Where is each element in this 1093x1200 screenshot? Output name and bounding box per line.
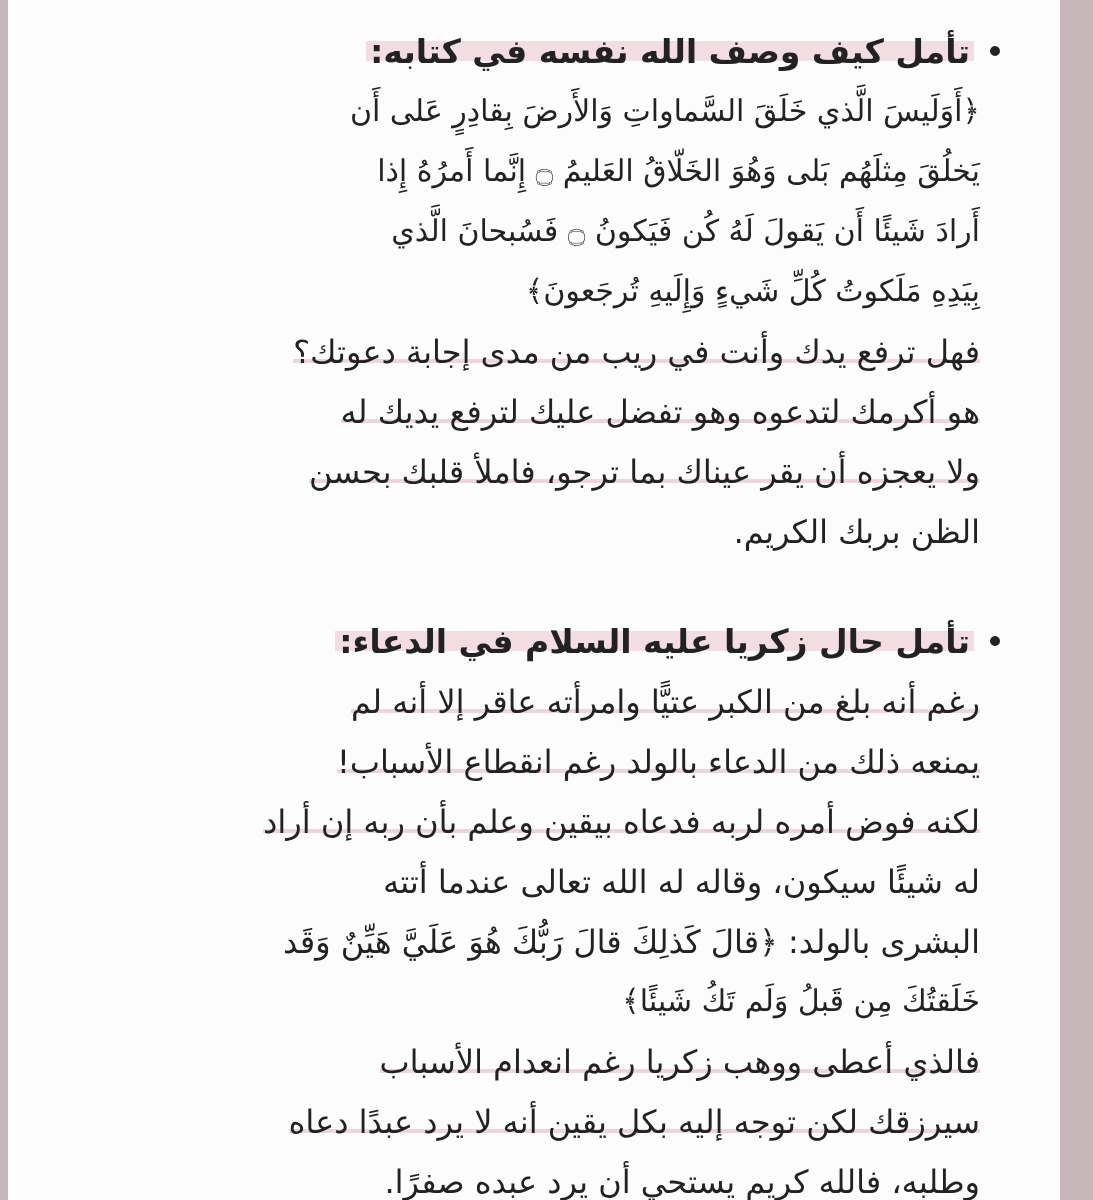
- bullet-icon: [990, 636, 1000, 646]
- text-line: [44, 322, 1000, 382]
- section-zakariya-dua: [44, 612, 1000, 1200]
- heading-text: تأمل كيف وصف الله نفسه في كتابه:: [366, 32, 974, 71]
- text-line: الظن بربك الكريم.: [733, 513, 980, 551]
- highlighted-text: فهل ترفع يدك وأنت في ريب من مدى إجابة دعوتك؟: [293, 333, 980, 371]
- highlighted-text: ولا يعجزه أن يقر عيناك بما ترجو، فاملأ قلبك بحسن: [309, 453, 980, 491]
- quran-verse-line: يَخلُقَ مِثلَهُم بَلى وَهُوَ الخَلّاقُ العَليمُ ۝ إِنَّما أَمرُهُ إِذا: [377, 154, 980, 189]
- bullet-icon: [990, 46, 1000, 56]
- text-line: [44, 1092, 1000, 1152]
- quran-verse-line: خَلَقتُكَ مِن قَبلُ وَلَم تَكُ شَيئًا﴾: [622, 984, 980, 1019]
- quran-verse-line: ﴿أَوَلَيسَ الَّذي خَلَقَ السَّماواتِ وَالأَرضَ بِقادِرٍ عَلى أَن: [350, 94, 980, 129]
- highlighted-text: لكنه فوض أمره لربه فدعاه بيقين وعلم بأن ربه إن أراد: [263, 803, 980, 841]
- highlighted-text: يمنعه ذلك من الدعاء بالولد رغم انقطاع الأسباب!: [336, 743, 980, 781]
- section-allah-description: [44, 22, 1000, 562]
- section-heading: [44, 612, 1000, 672]
- section-gap: [44, 562, 1000, 612]
- text-line: [44, 1032, 1000, 1092]
- text-line: له شيئًا سيكون، وقاله له الله تعالى عندما أتته: [383, 863, 980, 901]
- quran-verse-line: بِيَدِهِ مَلَكوتُ كُلِّ شَيءٍ وَإِلَيهِ تُرجَعونَ﴾: [525, 274, 980, 309]
- text-line: البشرى بالولد: ﴿قالَ كَذلِكَ قالَ رَبُّكَ هُوَ عَلَيَّ هَيِّنٌ وَقَد: [283, 923, 980, 961]
- text-line: [44, 442, 1000, 502]
- text-line: [44, 732, 1000, 792]
- highlighted-text: هو أكرمك لتدعوه وهو تفضل عليك لترفع يديك له: [340, 393, 980, 431]
- highlighted-text: رغم أنه بلغ من الكبر عتيًّا وامرأته عاقر إلا أنه لم: [351, 683, 980, 721]
- highlighted-text: فالذي أعطى ووهب زكريا رغم انعدام الأسباب: [379, 1043, 980, 1081]
- highlighted-text: سيرزقك لكن توجه إليه بكل يقين أنه لا يرد عبدًا دعاه: [288, 1103, 980, 1141]
- heading-text: تأمل حال زكريا عليه السلام في الدعاء:: [335, 622, 974, 661]
- text-line: [44, 672, 1000, 732]
- section-heading: [44, 22, 1000, 82]
- text-line: [44, 792, 1000, 852]
- text-line: وطلبه، فالله كريم يستحي أن يرد عبده صفرًا.: [384, 1163, 980, 1200]
- text-line: [44, 382, 1000, 442]
- document-page: [8, 0, 1060, 1200]
- quran-verse-line: أَرادَ شَيئًا أَن يَقولَ لَهُ كُن فَيَكونُ ۝ فَسُبحانَ الَّذي: [391, 214, 980, 249]
